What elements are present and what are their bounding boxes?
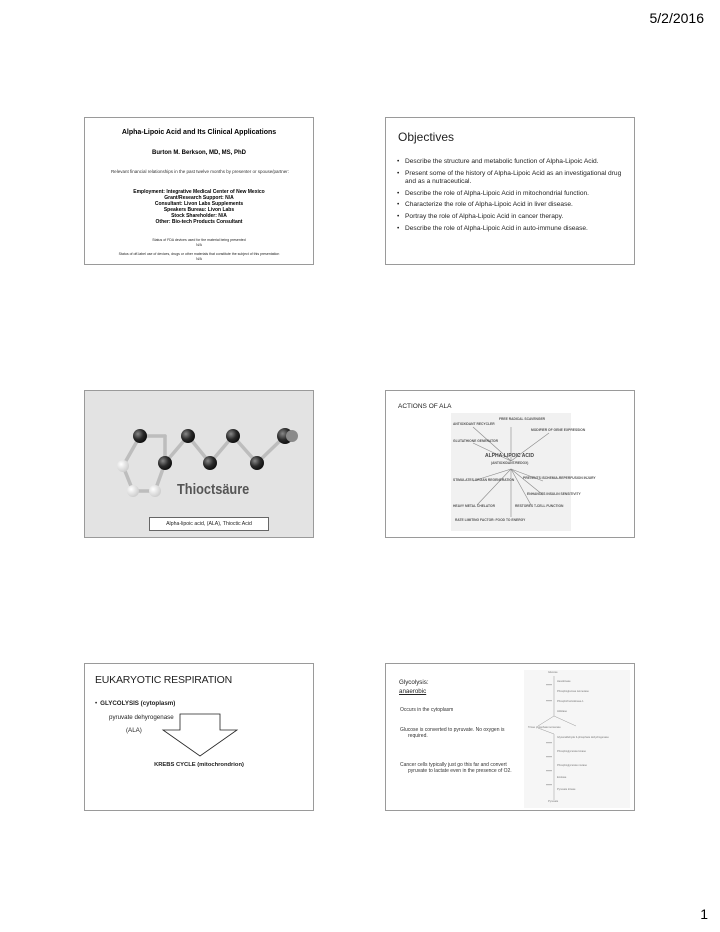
list-item: • Describe the role of Alpha-Lipoic Acid in mitochondrial function. — [397, 189, 589, 197]
page-date: 5/2/2016 — [649, 10, 704, 26]
paragraph: Occurs in the cytoplasm — [400, 707, 454, 713]
actions-diagram-image — [451, 413, 596, 531]
diagram-label: ENHANCES INSULIN SENSITIVITY — [527, 492, 581, 496]
cofactor-label: (ALA) — [126, 727, 142, 734]
disclosure-item: Consultant: Livon Labs Supplements — [154, 201, 244, 207]
pathway-step: Phosphoglucose isomerase — [557, 690, 589, 693]
disclosure-item: Employment: Integrative Medical Center of New Mexico — [133, 189, 265, 195]
diagram-label: ANTIOXIDANT RECYCLER — [453, 422, 495, 426]
list-item: • Describe the structure and metabolic function of Alpha-Lipoic Acid. — [397, 158, 599, 165]
slide2-title: Objectives — [398, 130, 455, 144]
slide1-relationships: Relevant financial relationships in the past twelve months by presenter or spouse/partner: — [110, 169, 290, 174]
disclosure-item: Stock Shareholder: N/A — [171, 213, 227, 219]
slide-eukaryotic-respiration — [84, 663, 314, 811]
fda-status — [85, 238, 313, 247]
slide3-caption: Alpha-lipoic acid, (ALA), Thioctic Acid — [149, 517, 269, 531]
fda-status-value: N/A — [196, 242, 202, 247]
list-item: • Characterize the role of Alpha-Lipoic Acid in liver disease. — [397, 201, 573, 209]
diagram-label: GLUTATHIONE GENERATOR — [453, 439, 498, 443]
molecule-label: Thioctsäure — [177, 481, 250, 498]
slide-objectives — [385, 117, 635, 265]
enzyme-label: pyruvate dehyrogenase — [109, 714, 174, 721]
page-number: 1 — [700, 906, 708, 922]
disclosure-item: Grant/Research Support: N/A — [164, 195, 234, 201]
diagram-center: ALPHA-LIPOIC ACID — [485, 453, 534, 459]
diagram-label: PREVENTS ISCHEMIA-REPERFUSION INJURY — [523, 476, 596, 480]
glycolysis-pathway-image — [524, 670, 630, 808]
krebs-label: KREBS CYCLE (mitochrondrion) — [154, 762, 244, 768]
molecule-model-image — [85, 391, 314, 538]
list-item: • Portray the role of Alpha-Lipoic Acid in cancer therapy. — [397, 213, 564, 221]
paragraph: Cancer cells typically just go this far and convert pyruvate to lactate even in the presence of O2. — [400, 762, 512, 775]
glycolysis-heading: Glycolysis: — [399, 679, 429, 686]
pathway-step: Phosphoglycerate kinase — [557, 750, 586, 753]
paragraph: Glucose is converted to pyruvate. No oxygen is required. — [400, 727, 505, 740]
pathway-step: Pyruvate kinase — [557, 788, 576, 791]
disclosure-item: Speakers Bureau: Livon Labs — [163, 207, 235, 213]
diagram-label: HEAVY METAL CHELATOR — [453, 504, 495, 508]
pathway-step: Triose phosphate isomerase — [528, 726, 561, 729]
slide1-title: Alpha-Lipoic Acid and Its Clinical Applications — [121, 129, 277, 136]
pathway-step: Enolase — [557, 776, 567, 779]
diagram-label: STIMULATES ORGAN REGENERATION — [453, 478, 515, 482]
disclosure-item: Other: Bio-tech Products Consultant — [155, 219, 243, 225]
diagram-label: RESTORES T-CELL FUNCTION — [515, 504, 564, 508]
slide-title-disclosure — [84, 117, 314, 265]
slide4-title: ACTIONS OF ALA — [398, 403, 452, 410]
slide-actions-of-ala — [385, 390, 635, 538]
objectives-list — [396, 158, 632, 236]
disclosure-list — [85, 189, 313, 225]
slide1-author: Burton M. Berkson, MD, MS, PhD — [151, 150, 246, 156]
slide5-title: EUKARYOTIC RESPIRATION — [95, 674, 232, 686]
glycolysis-bullet: • GLYCOLYSIS (cytoplasm) — [95, 700, 176, 707]
list-item: • Describe the role of Alpha-Lipoic Acid in auto-immune disease. — [397, 224, 588, 232]
pathway-title: Glucose — [548, 671, 558, 674]
offlabel-status — [85, 252, 313, 261]
diagram-footer: RATE LIMITING FACTOR: FOOD TO ENERGY — [455, 518, 526, 522]
diagram-label: MODIFIER OF GENE EXPRESSION — [531, 428, 586, 432]
list-item: • Present some of the history of Alpha-Lipoic Acid as an investigational drug and as a nutraceutical. — [397, 169, 622, 185]
down-arrow-icon — [85, 664, 314, 811]
pathway-step: Glyceraldehyde 3-phosphate dehydrogenase — [557, 736, 609, 739]
pathway-step: Phosphofructokinase-1 — [557, 700, 584, 703]
offlabel-status-value: N/A — [196, 256, 202, 261]
pathway-end: Pyruvate — [548, 800, 559, 803]
slide-glycolysis — [385, 663, 635, 811]
fda-status-label: Status of FDA devices used for the material being presented — [152, 238, 246, 242]
anaerobic-label: anaerobic — [399, 688, 427, 695]
slide-molecule — [84, 390, 314, 538]
pathway-step: Aldolase — [557, 710, 567, 713]
offlabel-status-label: Status of off-label use of devices, drugs or other materials that constitute the subject of this presentation — [118, 252, 280, 256]
diagram-label: FREE RADICAL SCAVENGER — [499, 417, 546, 421]
diagram-center-sub: (ANTIOXIDANT/REDOX) — [491, 461, 529, 465]
pathway-step: Hexokinase — [557, 680, 571, 683]
pathway-step: Phosphoglycerate mutase — [557, 764, 587, 767]
